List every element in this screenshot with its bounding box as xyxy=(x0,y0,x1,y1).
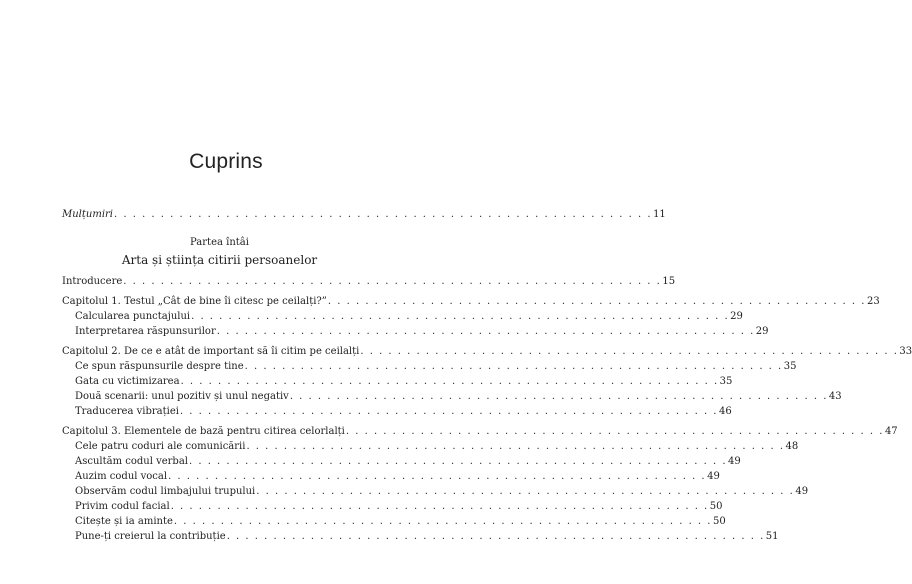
toc-entry xyxy=(75,485,809,498)
toc-entry xyxy=(75,390,842,403)
toc-entry-label: Capitolul 3. Elementele de bază pentru citirea celorlalți xyxy=(62,426,345,437)
dot-leader: . . . . . . . . . . . . . . . . . . . . . . . . . . . . . . . . . . . . . . . . . . . . . . . . . . . . . . . . . . xyxy=(244,361,783,372)
toc-entry-label: Ascultăm codul verbal xyxy=(75,456,188,467)
toc-entry xyxy=(75,515,726,528)
toc-entry-label: Două scenarii: unul pozitiv și unul negativ xyxy=(75,391,289,402)
dot-leader: . . . . . . . . . . . . . . . . . . . . . . . . . . . . . . . . . . . . . . . . . . . . . . . . . . . . . . . . . . xyxy=(173,516,712,527)
dot-leader: . . . . . . . . . . . . . . . . . . . . . . . . . . . . . . . . . . . . . . . . . . . . . . . . . . . . . . . . . . xyxy=(170,501,709,512)
dot-leader: . . . . . . . . . . . . . . . . . . . . . . . . . . . . . . . . . . . . . . . . . . . . . . . . . . . . . . . . . . xyxy=(180,376,719,387)
dot-leader: . . . . . . . . . . . . . . . . . . . . . . . . . . . . . . . . . . . . . . . . . . . . . . . . . . . . . . . . . . xyxy=(188,456,728,467)
dot-leader: . . . . . . . . . . . . . . . . . . . . . . . . . . . . . . . . . . . . . . . . . . . . . . . . . . . . . . . . . . xyxy=(327,296,866,307)
dot-leader: . . . . . . . . . . . . . . . . . . . . . . . . . . . . . . . . . . . . . . . . . . . . . . . . . . . . . . . . . . xyxy=(360,346,899,357)
toc-entry xyxy=(75,360,797,373)
toc-entry-label: Citește și ia aminte xyxy=(75,516,173,527)
toc-entry-label: Introducere xyxy=(62,276,123,287)
toc-page-number: 49 xyxy=(795,486,809,497)
toc-entry xyxy=(62,275,676,288)
toc-entry xyxy=(75,530,779,543)
toc-page-number: 29 xyxy=(730,311,743,322)
toc-entry xyxy=(75,440,799,453)
dot-leader: . . . . . . . . . . . . . . . . . . . . . . . . . . . . . . . . . . . . . . . . . . . . . . . . . . . . . . . . . . xyxy=(289,391,828,402)
toc-page-number: 11 xyxy=(653,209,666,220)
toc-page-number: 51 xyxy=(765,531,779,542)
toc-page-number: 15 xyxy=(662,276,676,287)
toc-entry-label: Interpretarea răspunsurilor xyxy=(75,326,216,337)
dot-leader: . . . . . . . . . . . . . . . . . . . . . . . . . . . . . . . . . . . . . . . . . . . . . . . . . . . . . . . . . . xyxy=(168,471,707,482)
toc-entry xyxy=(75,500,723,513)
toc-page-number: 49 xyxy=(707,471,720,482)
toc-entry xyxy=(62,295,880,308)
toc-entry-label: Pune-ți creierul la contribuție xyxy=(75,531,226,542)
toc-page-number: 23 xyxy=(866,296,880,307)
toc-entry xyxy=(75,325,769,338)
toc-page-number: 43 xyxy=(828,391,842,402)
toc-entry xyxy=(62,345,912,358)
toc-entry-front xyxy=(62,208,666,221)
toc-entry-label: Traducerea vibrației xyxy=(75,406,179,417)
toc-entry xyxy=(62,425,898,438)
toc-entry xyxy=(75,470,720,483)
part-heading: Partea întâi xyxy=(190,237,249,248)
dot-leader: . . . . . . . . . . . . . . . . . . . . . . . . . . . . . . . . . . . . . . . . . . . . . . . . . . . . . . . . . . xyxy=(226,531,765,542)
toc-page-number: 49 xyxy=(728,456,741,467)
toc-page-number: 50 xyxy=(709,501,723,512)
toc-entry xyxy=(75,375,733,388)
dot-leader: . . . . . . . . . . . . . . . . . . . . . . . . . . . . . . . . . . . . . . . . . . . . . . . . . . . . . . . . . . xyxy=(256,486,795,497)
toc-page-number: 48 xyxy=(785,441,799,452)
dot-leader: . . . . . . . . . . . . . . . . . . . . . . . . . . . . . . . . . . . . . . . . . . . . . . . . . . . . . . . . . . xyxy=(345,426,884,437)
toc-entry xyxy=(75,310,743,323)
toc-page-number: 29 xyxy=(755,326,769,337)
toc-entry-label: Auzim codul vocal xyxy=(75,471,168,482)
toc-page-number: 50 xyxy=(712,516,726,527)
dot-leader: . . . . . . . . . . . . . . . . . . . . . . . . . . . . . . . . . . . . . . . . . . . . . . . . . . . . . . . . . . xyxy=(123,276,662,287)
dot-leader: . . . . . . . . . . . . . . . . . . . . . . . . . . . . . . . . . . . . . . . . . . . . . . . . . . . . . . . . . . xyxy=(246,441,785,452)
toc-page-number: 35 xyxy=(783,361,797,372)
toc-entry xyxy=(75,405,732,418)
page-title: Cuprins xyxy=(189,150,263,173)
dot-leader: . . . . . . . . . . . . . . . . . . . . . . . . . . . . . . . . . . . . . . . . . . . . . . . . . . . . . . . . . . xyxy=(179,406,718,417)
toc-entry-label: Observăm codul limbajului trupului xyxy=(75,486,256,497)
toc-entry-label: Ce spun răspunsurile despre tine xyxy=(75,361,244,372)
dot-leader: . . . . . . . . . . . . . . . . . . . . . . . . . . . . . . . . . . . . . . . . . . . . . . . . . . . . . . . . . . xyxy=(114,209,653,220)
toc-page-number: 33 xyxy=(899,346,912,357)
part-subtitle: Arta și știința citirii persoanelor xyxy=(121,253,318,267)
toc-entry-label: Gata cu victimizarea xyxy=(75,376,180,387)
toc-page-number: 46 xyxy=(719,406,732,417)
toc-entry-label: Cele patru coduri ale comunicării xyxy=(75,441,246,452)
toc-entry-label: Calcularea punctajului xyxy=(75,311,191,322)
toc-page-number: 35 xyxy=(719,376,733,387)
dot-leader: . . . . . . . . . . . . . . . . . . . . . . . . . . . . . . . . . . . . . . . . . . . . . . . . . . . . . . . . . . xyxy=(191,311,730,322)
toc-entry-label: Capitolul 1. Testul „Cât de bine îi citesc pe ceilalți?” xyxy=(62,296,327,307)
toc-entry-label: Capitolul 2. De ce e atât de important să îi citim pe ceilalți xyxy=(62,346,360,357)
dot-leader: . . . . . . . . . . . . . . . . . . . . . . . . . . . . . . . . . . . . . . . . . . . . . . . . . . . . . . . . . . xyxy=(216,326,755,337)
toc-entry xyxy=(75,455,741,468)
toc-page-number: 47 xyxy=(884,426,898,437)
toc-entry-label: Privim codul facial xyxy=(75,501,170,512)
toc-entry-label: Mulțumiri xyxy=(62,209,113,220)
